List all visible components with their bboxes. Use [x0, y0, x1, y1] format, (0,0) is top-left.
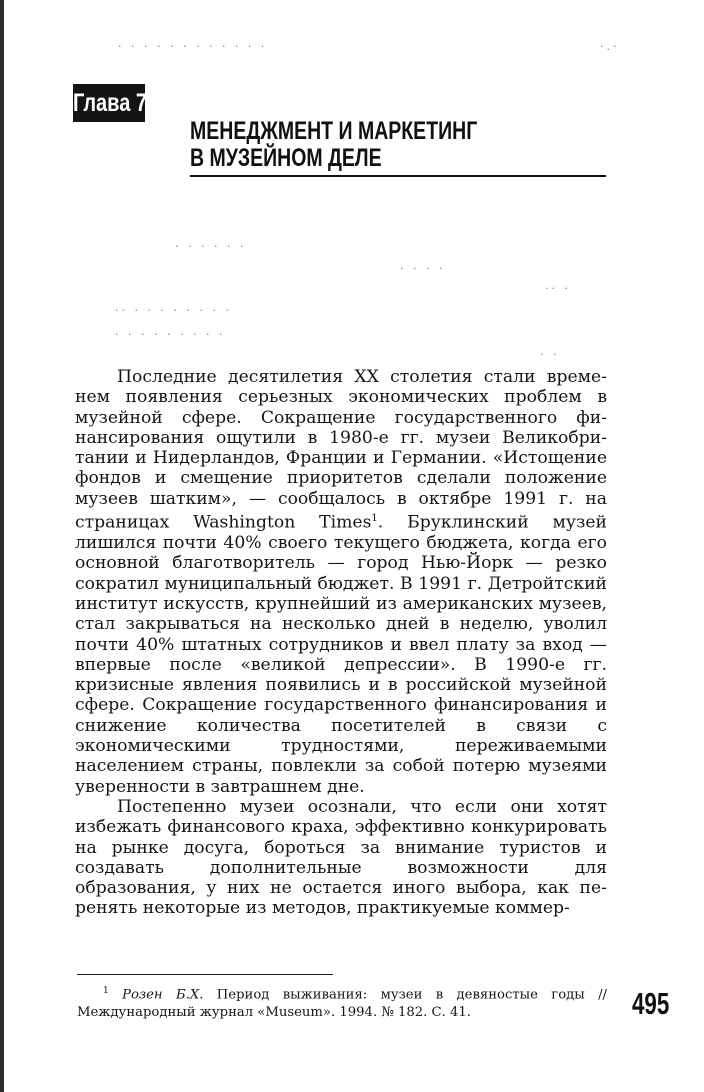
page-number: 495 — [632, 986, 670, 1021]
scan-specks: ·· · — [545, 282, 571, 295]
title-underline — [190, 175, 606, 177]
footnote — [77, 982, 607, 1022]
chapter-title-line-1: МЕНЕДЖМЕНТ И МАРКЕТИНГ — [190, 117, 478, 145]
footnote-separator — [77, 974, 333, 975]
chapter-title-line-2: В МУЗЕЙНОМ ДЕЛЕ — [190, 144, 382, 172]
body-text — [75, 367, 607, 919]
scan-specks: ·.· — [600, 40, 620, 53]
scan-specks: · · · · · · · · · — [115, 328, 226, 341]
paragraph-1-part-2: . Бруклинский музей лишился почти 40% своего текущего бюджета, когда его основной благотворитель — город Нью-Йорк — резко сократил муниципальный бюджет. В 1991 г. Детройтский институт искусств, крупнейший из американских музеев, стал закрываться на несколько дней в неделю, уволил почти 40% штатных сотрудников и ввел плату за вход — впервые после «великой депрессии». В 1990-е гг. кризисные явления появились и в российской музейной сфере. Сокращение государственного финансирования и снижение количества посетителей в связи с экономическими трудностями, переживаемыми населением страны, повлекли за собой потерю музеями уверенности в завтрашнем дне. — [75, 512, 607, 797]
footnote-number: 1 — [103, 986, 109, 996]
paragraph-2: Постепенно музеи осознали, что если они хотят избежать финансового краха, эффективно конкурировать на рынке досуга, бороться за внимание туристов и создавать дополнительные возможности для образования, у них не остается иного выбора, как перенять некоторые из методов, практикуемые коммер- — [75, 796, 607, 919]
paragraph-1 — [75, 367, 607, 797]
scan-specks: · · · · — [400, 262, 446, 275]
paragraph-1-part-1: Последние десятилетия XX столетия стали временем появления серьезных экономических проблем в музейной сфере. Сокращение государственного финансирования ощутили в 1980-е гг. музеи Великобритании и Нидерландов, Франции и Германии. «Истощение фондов и смещение приоритетов сделали положение музеев шатким», — сообщалось в октябре 1991 г. на страницах Washington Times — [75, 367, 607, 533]
scan-specks: · · — [540, 348, 560, 361]
chapter-title — [190, 118, 518, 172]
scan-specks: · · · · · · · · · · · · — [118, 40, 268, 53]
footnote-reference: 1 — [371, 513, 378, 525]
scan-specks: · · · · · · — [175, 240, 247, 253]
chapter-badge: Глава 7 — [73, 84, 145, 122]
page-left-edge — [0, 0, 4, 1092]
scan-specks: ·· · · · · · · · · — [115, 304, 232, 317]
footnote-author: Розен Б.Х. — [122, 987, 204, 1003]
footnote-text: Период выживания: музеи в девяностые годы // Международный журнал «Museum». 1994. № 182. С. 41. — [77, 987, 607, 1021]
